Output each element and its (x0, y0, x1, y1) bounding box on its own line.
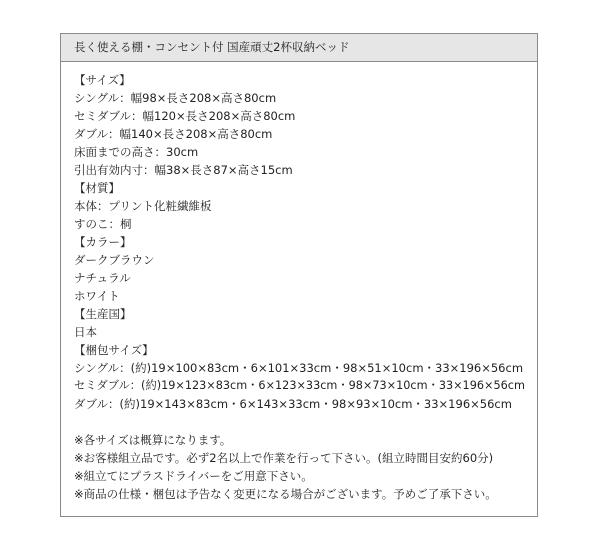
size-drawer-inner: 引出有効内寸：幅38×長さ87×高さ15cm (74, 163, 293, 177)
package-heading: 【梱包サイズ】 (74, 343, 154, 357)
note-approx-size: ※各サイズは概算になります。 (74, 433, 232, 447)
spec-table (60, 33, 538, 517)
note-spec-change: ※商品の仕様・梱包は予告なく変更になる場合がございます。予めご了承下さい。 (74, 487, 497, 501)
note-assembly: ※お客様組立品です。必ず2名以上で作業を行って下さい。(組立時間目安約60分) (74, 451, 494, 465)
color-heading: 【カラー】 (74, 235, 132, 249)
color-natural: ナチュラル (74, 271, 131, 285)
package-double: ダブル：(約)19×143×83cm・6×143×33cm・98×93×10cm・33×196×56cm (74, 397, 512, 411)
note-screwdriver: ※組立てにプラスドライバーをご用意下さい。 (74, 469, 313, 483)
size-double: ダブル：幅140×長さ208×高さ80cm (74, 127, 273, 141)
material-slats: すのこ：桐 (74, 217, 132, 231)
package-single: シングル：(約)19×100×83cm・6×101×33cm・98×51×10cm・33×196×56cm (74, 361, 524, 375)
material-heading: 【材質】 (74, 181, 120, 195)
origin-heading: 【生産国】 (74, 307, 132, 321)
size-semi-double: セミダブル：幅120×長さ208×高さ80cm (74, 109, 296, 123)
spec-title: 長く使える棚・コンセント付 国産頑丈2杯収納ベッド (61, 34, 537, 62)
material-body: 本体：プリント化粧繊維板 (74, 199, 212, 213)
size-heading: 【サイズ】 (74, 73, 131, 87)
color-dark-brown: ダークブラウン (74, 253, 155, 267)
size-floor-height: 床面までの高さ：30cm (74, 145, 199, 159)
spec-content (74, 71, 533, 503)
section-gap (74, 413, 533, 431)
package-semi-double: セミダブル：(約)19×123×83cm・6×123×33cm・98×73×10cm・33×196×56cm (74, 379, 525, 392)
size-single: シングル：幅98×長さ208×高さ80cm (74, 91, 277, 105)
origin-value: 日本 (74, 325, 97, 339)
color-white: ホワイト (74, 289, 120, 303)
